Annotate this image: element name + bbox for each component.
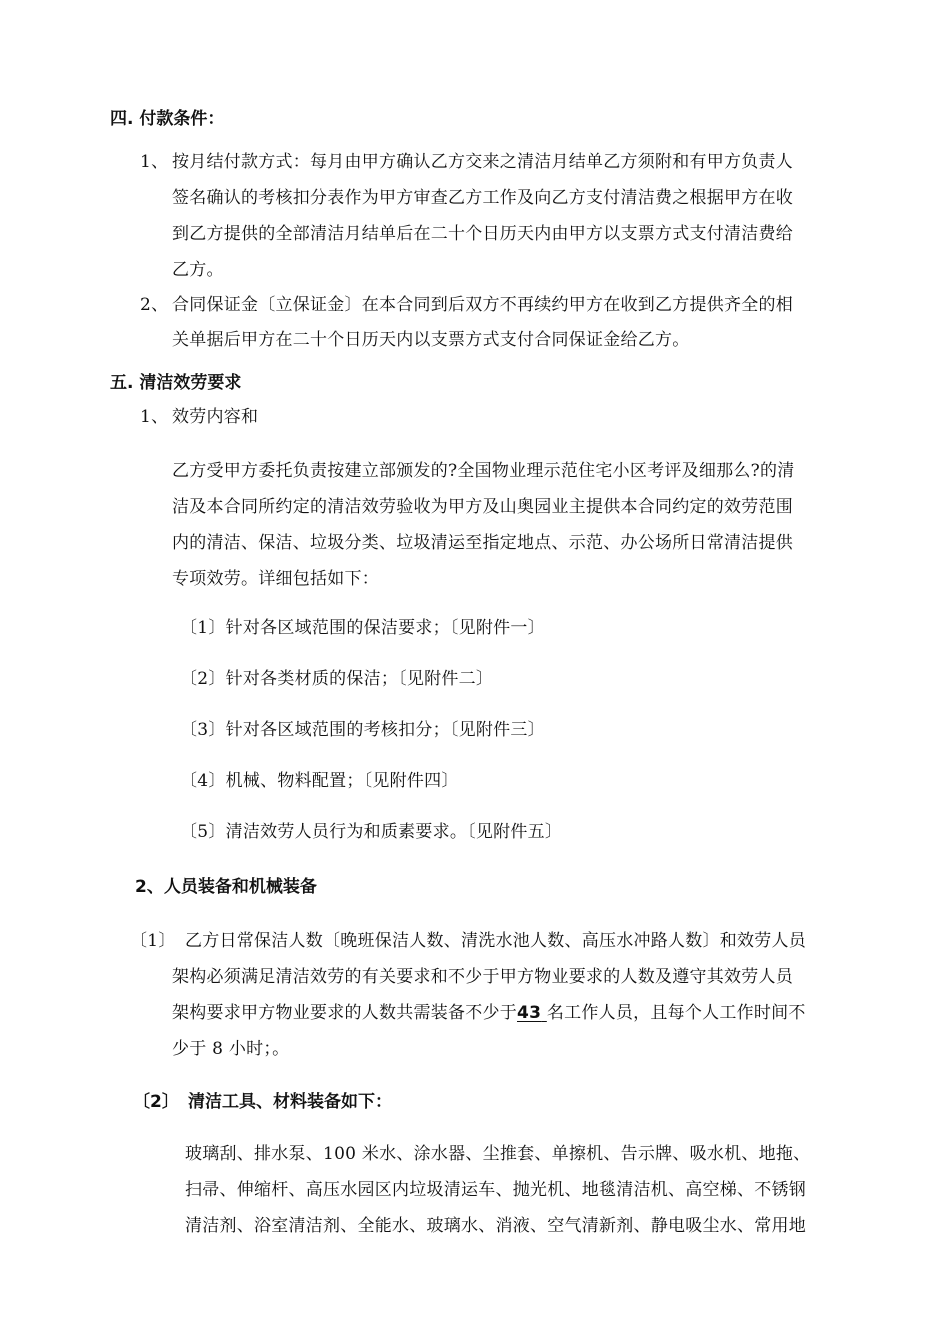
staffing-item-1-line-3	[172, 998, 806, 1023]
payment-item-2-marker: 2、	[140, 295, 169, 315]
staffing-line-3-before: 架构要求甲方物业要求的人数共需装备不少于	[172, 1003, 517, 1023]
payment-heading: 四. 付款条件：	[110, 109, 225, 129]
service-sub1-marker: 1、	[140, 407, 169, 427]
equipment-item-2-title: 清洁工具、材料装备如下：	[188, 1092, 392, 1112]
staffing-line-3-after: 名工作人员，且每个人工作时间不	[546, 1003, 806, 1023]
service-heading: 五. 清洁效劳要求	[110, 373, 242, 393]
service-list-item-2: 〔2〕针对各类材质的保洁；〔见附件二〕	[180, 669, 494, 689]
service-sub2-heading: 2、人员装备和机械装备	[135, 877, 317, 897]
staffing-item-1-line-4: 少于 8 小时；。	[172, 1039, 290, 1059]
payment-item-2-line-2: 关单据后甲方在二十个日历天内以支票方式支付合同保证金给乙方。	[172, 330, 690, 350]
equipment-item-2-marker: 〔2〕	[133, 1092, 179, 1112]
service-list-item-5: 〔5〕清洁效劳人员行为和质素要求。〔见附件五〕	[180, 822, 563, 842]
equipment-line-3: 清洁剂、浴室清洁剂、全能水、玻璃水、消液、空气清新剂、静电吸尘水、常用地	[185, 1216, 806, 1236]
service-paragraph-line-2: 洁及本合同所约定的清洁效劳验收为甲方及山奥园业主提供本合同约定的效劳范围	[172, 497, 793, 517]
service-paragraph-line-1: 乙方受甲方委托负责按建立部颁发的?全国物业理示范住宅小区考评及细那么?的清	[172, 461, 795, 481]
payment-item-1-marker: 1、	[140, 152, 169, 172]
required-staff-count: 43	[517, 1003, 542, 1023]
payment-item-2-line-1: 合同保证金〔立保证金〕在本合同到后双方不再续约甲方在收到乙方提供齐全的相	[172, 295, 793, 315]
service-list-item-1: 〔1〕针对各区域范围的保洁要求；〔见附件一〕	[180, 618, 545, 638]
service-sub1-title: 效劳内容和	[172, 407, 259, 427]
service-paragraph-line-4: 专项效劳。详细包括如下：	[172, 569, 379, 589]
staffing-item-1-line-2: 架构必须满足清洁效劳的有关要求和不少于甲方物业要求的人数及遵守其效劳人员	[172, 967, 793, 987]
payment-item-1-line-2: 签名确认的考核扣分表作为甲方审查乙方工作及向乙方支付清洁费之根据甲方在收	[172, 188, 793, 208]
payment-item-1-line-4: 乙方。	[172, 260, 224, 280]
payment-item-1-line-1: 按月结付款方式：每月由甲方确认乙方交来之清洁月结单乙方须附和有甲方负责人	[172, 152, 793, 172]
equipment-line-2: 扫帚、伸缩杆、高压水园区内垃圾清运车、抛光机、地毯清洁机、高空梯、不锈钢	[185, 1180, 806, 1200]
service-paragraph-line-3: 内的清洁、保洁、垃圾分类、垃圾清运至指定地点、示范、办公场所日常清洁提供	[172, 533, 793, 553]
staffing-item-1-line-1: 乙方日常保洁人数〔晚班保洁人数、清洗水池人数、高压水冲路人数〕和效劳人员	[185, 931, 806, 951]
service-list-item-4: 〔4〕机械、物料配置；〔见附件四〕	[180, 771, 459, 791]
payment-item-1-line-3: 到乙方提供的全部清洁月结单后在二十个日历天内由甲方以支票方式支付清洁费给	[172, 224, 793, 244]
equipment-line-1: 玻璃刮、排水泵、100 米水、涂水器、尘推套、单擦机、告示牌、吸水机、地拖、	[185, 1144, 811, 1164]
staffing-item-1-marker: 〔1〕	[130, 931, 176, 951]
service-list-item-3: 〔3〕针对各区域范围的考核扣分；〔见附件三〕	[180, 720, 545, 740]
